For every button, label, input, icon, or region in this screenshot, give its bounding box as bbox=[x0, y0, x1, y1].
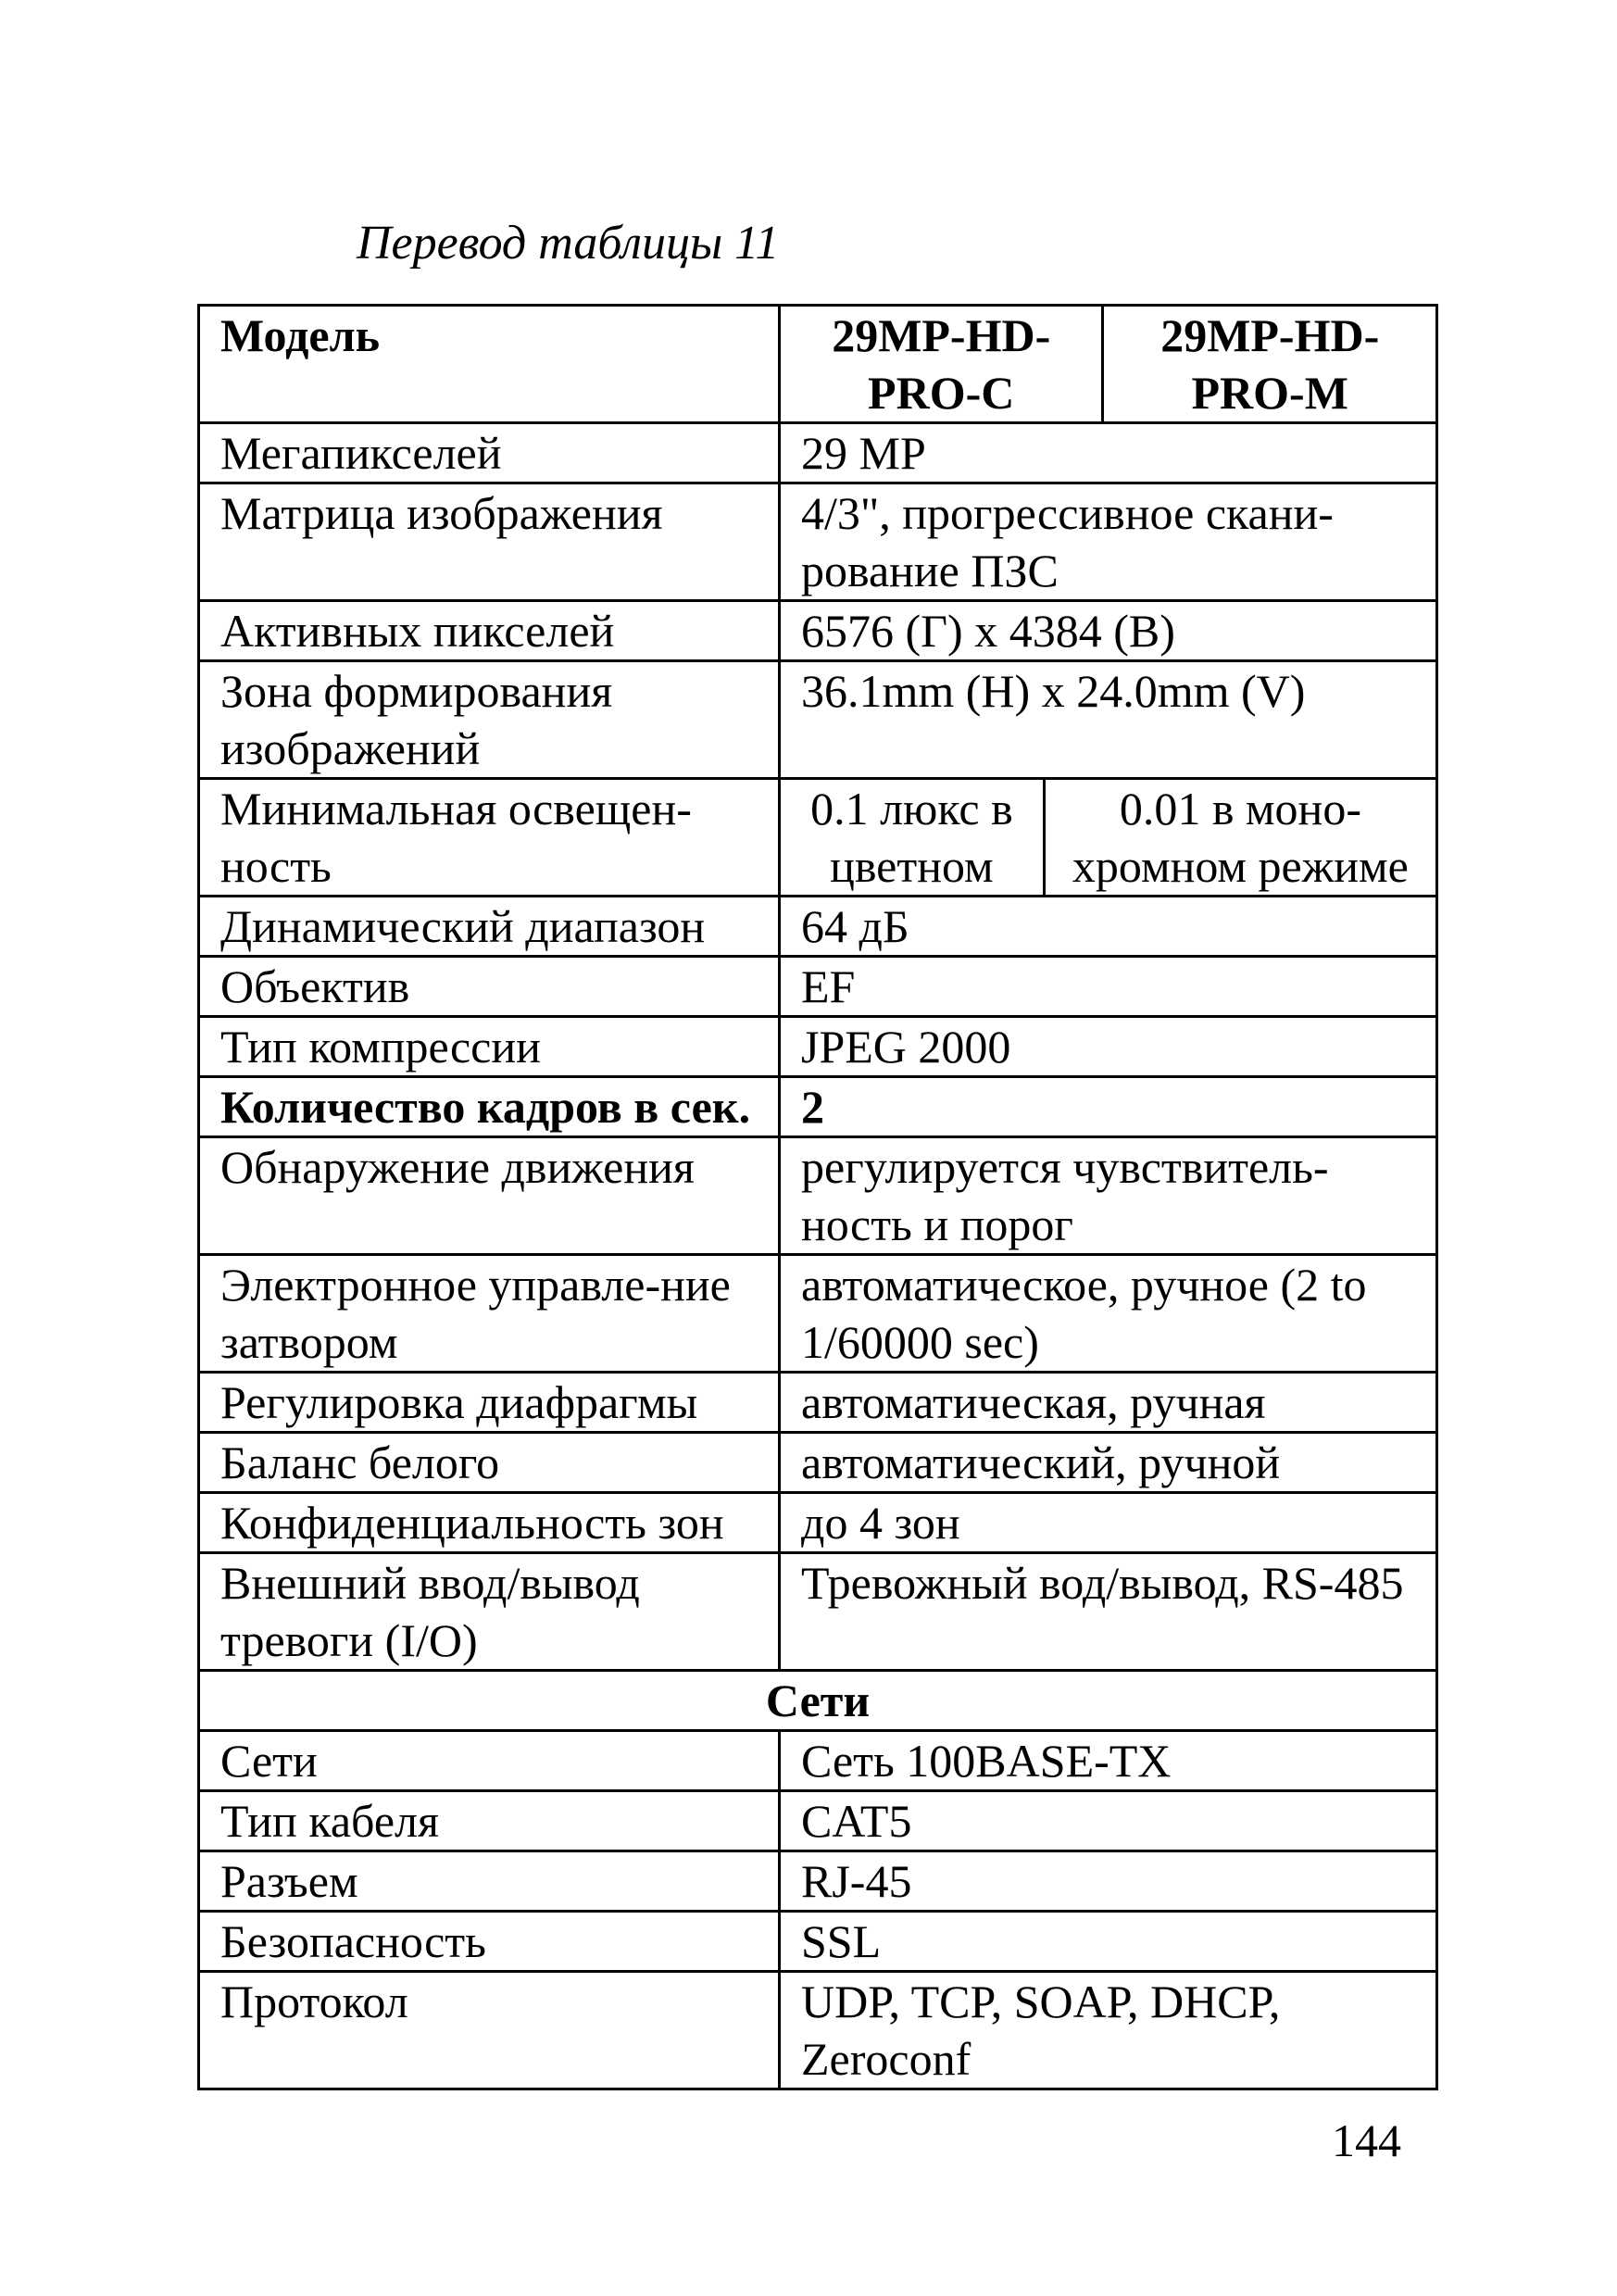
section-title: Сети bbox=[199, 1671, 1437, 1731]
table-row bbox=[199, 1373, 1437, 1433]
table-row bbox=[199, 957, 1437, 1017]
table-row bbox=[199, 897, 1437, 957]
table-row bbox=[199, 661, 1437, 779]
row-value: CAT5 bbox=[780, 1791, 1437, 1851]
table-row bbox=[199, 1493, 1437, 1553]
row-label: Минимальная освещен-ность bbox=[199, 779, 780, 897]
table-row bbox=[199, 1851, 1437, 1912]
row-value: RJ-45 bbox=[780, 1851, 1437, 1912]
split-values-table bbox=[781, 780, 1435, 895]
table-row bbox=[199, 779, 1437, 897]
row-value: EF bbox=[780, 957, 1437, 1017]
table-row bbox=[199, 601, 1437, 661]
row-value: Тревожный вод/вывод, RS-485 bbox=[780, 1553, 1437, 1671]
table-row bbox=[199, 1791, 1437, 1851]
row-value: JPEG 2000 bbox=[780, 1017, 1437, 1077]
table-row bbox=[199, 1017, 1437, 1077]
row-label: Обнаружение движения bbox=[199, 1137, 780, 1255]
row-label: Безопасность bbox=[199, 1912, 780, 1972]
row-value: 2 bbox=[780, 1077, 1437, 1137]
table-row bbox=[199, 1912, 1437, 1972]
row-label: Активных пикселей bbox=[199, 601, 780, 661]
row-value: 64 дБ bbox=[780, 897, 1437, 957]
row-label: Тип компрессии bbox=[199, 1017, 780, 1077]
row-label: Динамический диапазон bbox=[199, 897, 780, 957]
row-value-color: 0.1 люкс в цветном bbox=[810, 783, 1013, 892]
table-row bbox=[199, 1255, 1437, 1373]
row-value-split bbox=[780, 779, 1437, 897]
header-model-m: 29MP-HD-PRO-M bbox=[1103, 307, 1435, 421]
header-models-table bbox=[781, 307, 1435, 421]
row-value: Сеть 100BASE-TX bbox=[780, 1731, 1437, 1791]
page-number: 144 bbox=[1332, 2114, 1401, 2166]
row-value: 36.1mm (H) x 24.0mm (V) bbox=[780, 661, 1437, 779]
table-row bbox=[199, 423, 1437, 483]
row-value: автоматическая, ручная bbox=[780, 1373, 1437, 1433]
header-label: Модель bbox=[199, 306, 780, 423]
row-label: Тип кабеля bbox=[199, 1791, 780, 1851]
row-label: Конфиденциальность зон bbox=[199, 1493, 780, 1553]
row-value: автоматическое, ручное (2 to 1/60000 sec) bbox=[780, 1255, 1437, 1373]
row-label: Баланс белого bbox=[199, 1433, 780, 1493]
table-row bbox=[199, 1137, 1437, 1255]
table-header-row bbox=[199, 306, 1437, 423]
header-model-c: 29MP-HD-PRO-C bbox=[832, 309, 1051, 419]
section-header-row bbox=[199, 1671, 1437, 1731]
spec-table bbox=[197, 304, 1438, 2090]
row-label: Регулировка диафрагмы bbox=[199, 1373, 780, 1433]
table-row bbox=[199, 1553, 1437, 1671]
row-value: автоматический, ручной bbox=[780, 1433, 1437, 1493]
row-label: Объектив bbox=[199, 957, 780, 1017]
table-row bbox=[199, 1077, 1437, 1137]
row-value: до 4 зон bbox=[780, 1493, 1437, 1553]
row-label: Электронное управле-ние затвором bbox=[199, 1255, 780, 1373]
header-models bbox=[780, 306, 1437, 423]
row-value: 29 MP bbox=[780, 423, 1437, 483]
row-label: Внешний ввод/вывод тревоги (I/O) bbox=[199, 1553, 780, 1671]
table-row bbox=[199, 483, 1437, 601]
row-value: 4/3", прогрессивное скани-рование ПЗС bbox=[780, 483, 1437, 601]
row-value: UDP, TCP, SOAP, DHCP, Zeroconf bbox=[780, 1972, 1437, 2089]
table-caption: Перевод таблицы 11 bbox=[357, 217, 780, 270]
row-label: Матрица изображения bbox=[199, 483, 780, 601]
row-label: Зона формирования изображений bbox=[199, 661, 780, 779]
row-value: 6576 (Г) x 4384 (В) bbox=[780, 601, 1437, 661]
table-row bbox=[199, 1433, 1437, 1493]
row-value: регулируется чувствитель-ность и порог bbox=[780, 1137, 1437, 1255]
row-value: SSL bbox=[780, 1912, 1437, 1972]
row-label: Протокол bbox=[199, 1972, 780, 2089]
row-label: Разъем bbox=[199, 1851, 780, 1912]
row-label: Сети bbox=[199, 1731, 780, 1791]
table-row bbox=[199, 1972, 1437, 2089]
row-value-mono: 0.01 в моно-хромном режиме bbox=[1044, 780, 1435, 895]
row-label: Мегапикселей bbox=[199, 423, 780, 483]
table-row bbox=[199, 1731, 1437, 1791]
row-label: Количество кадров в сек. bbox=[199, 1077, 780, 1137]
